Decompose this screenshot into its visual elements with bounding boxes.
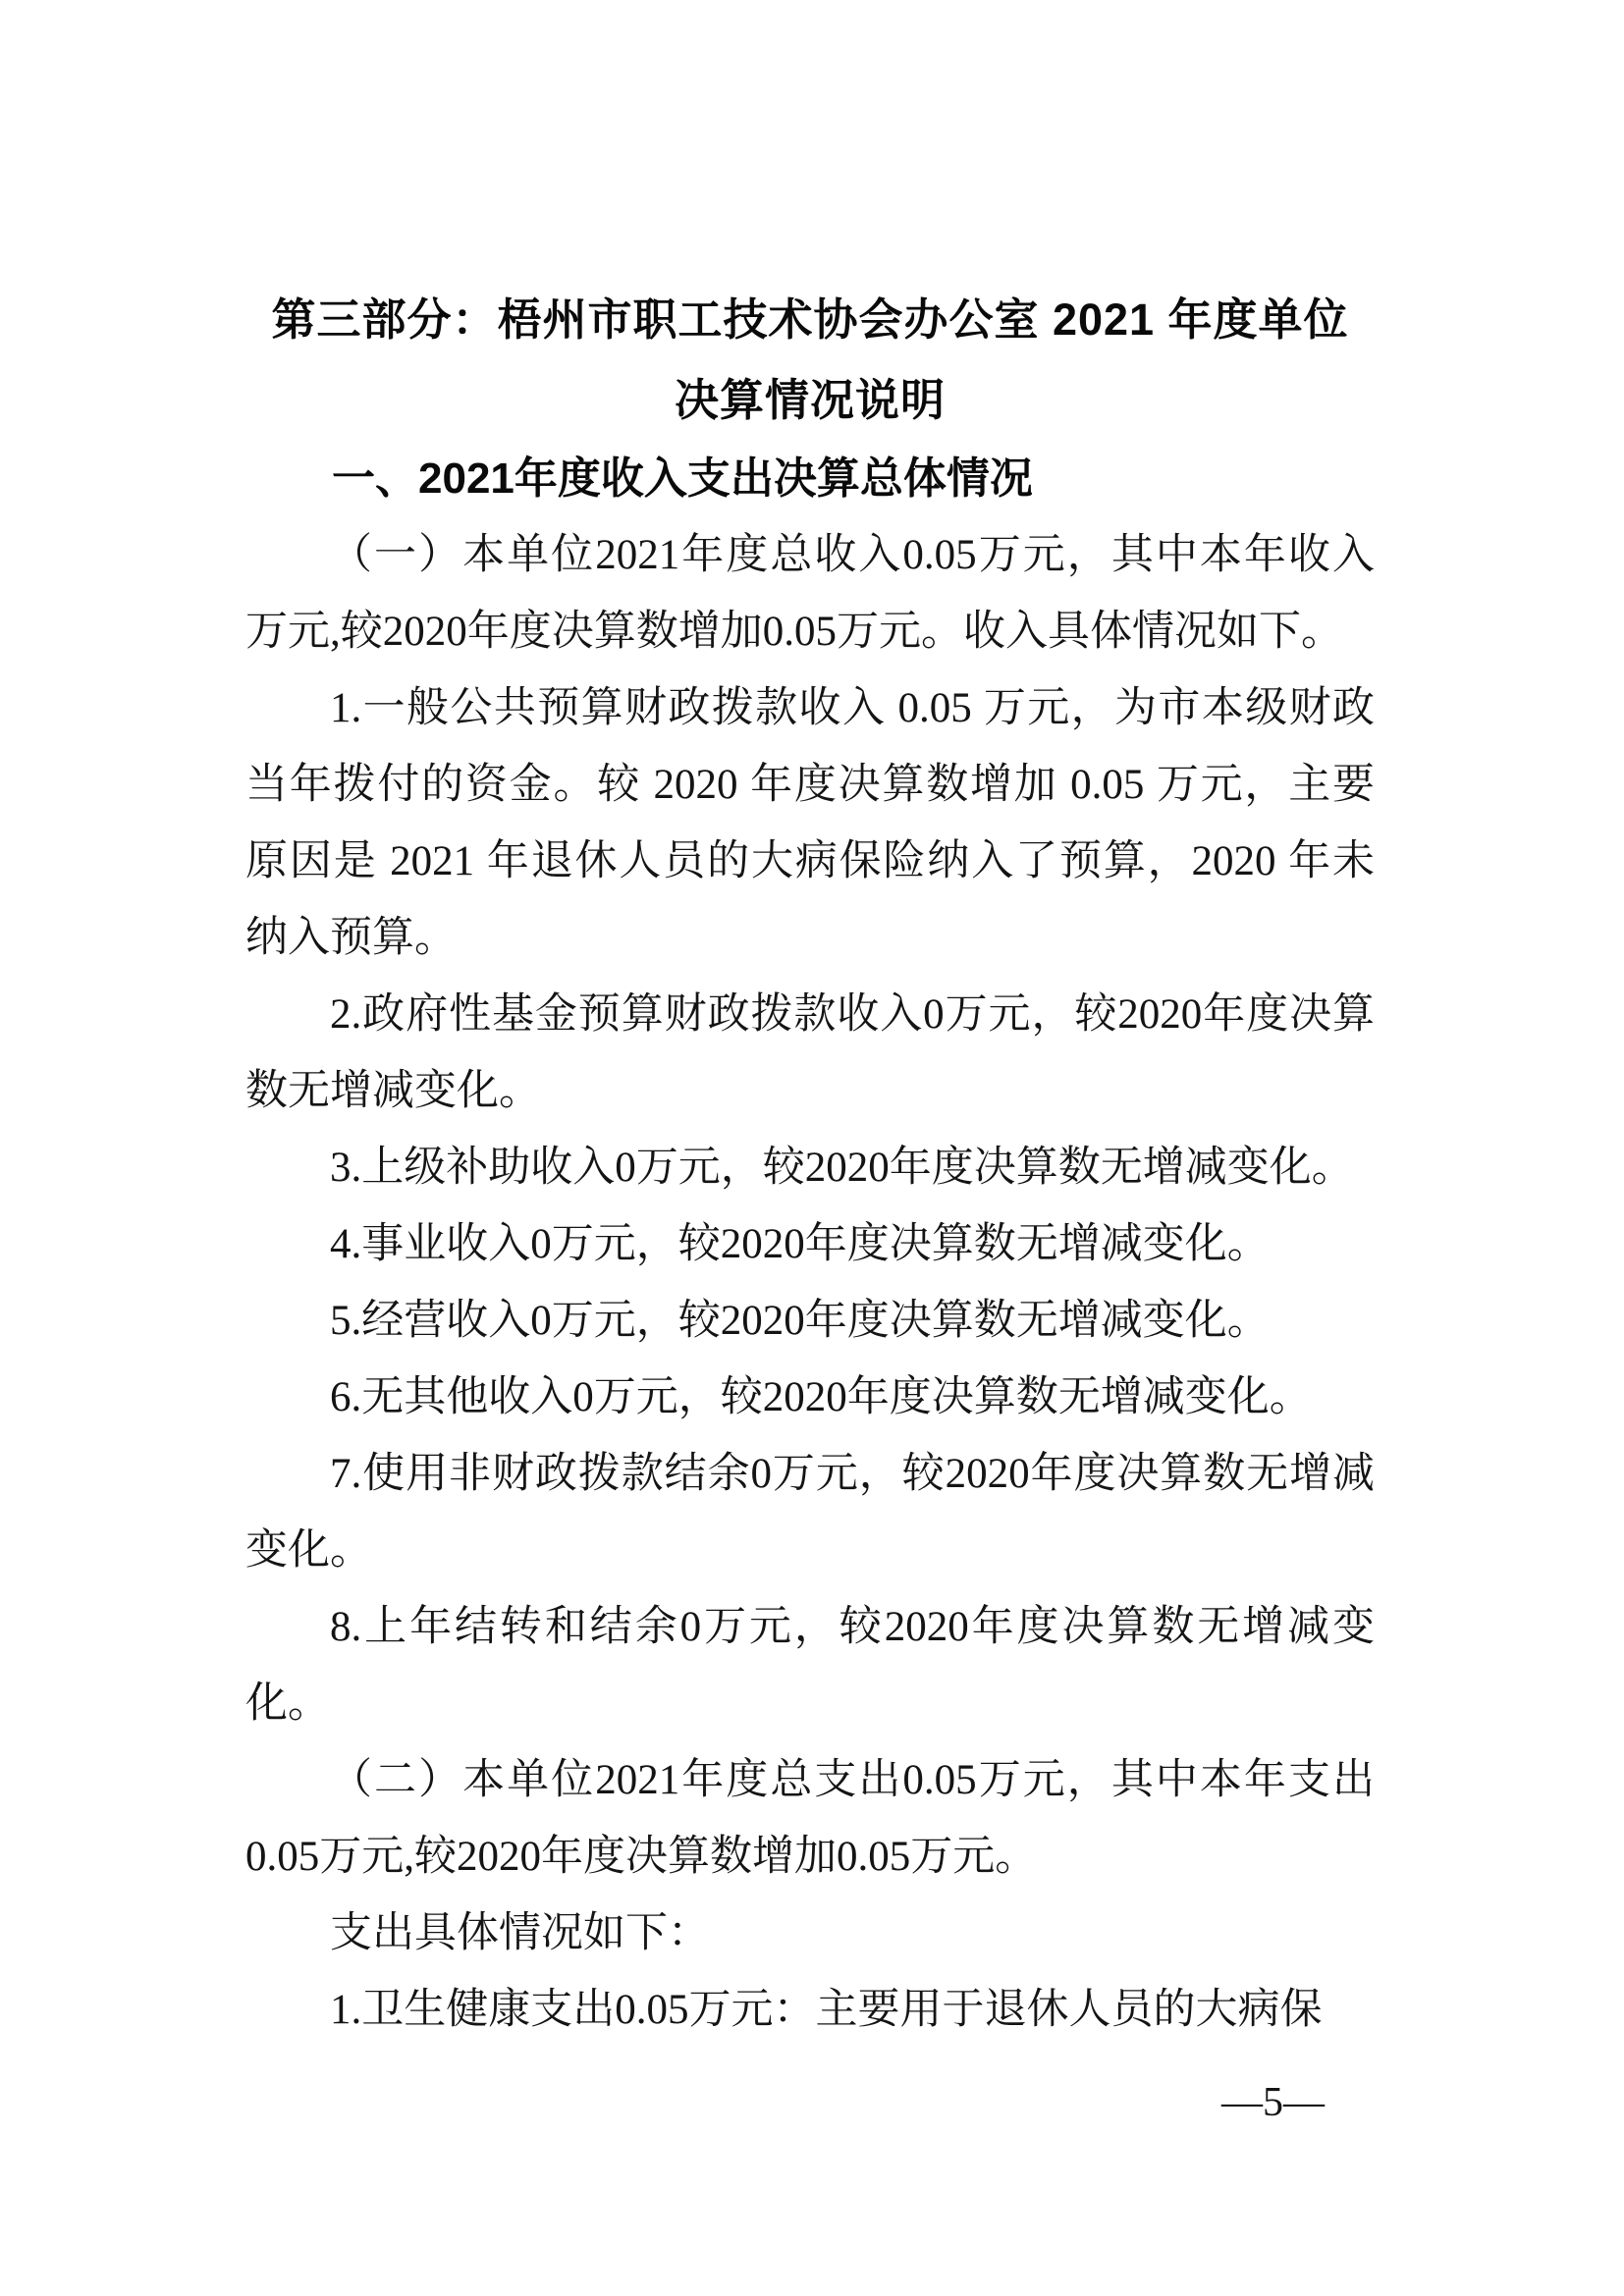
title-line-1: 第三部分：梧州市职工技术协会办公室 2021 年度单位 [271, 294, 1349, 345]
paragraph-income-item-4: 4.事业收入0万元，较2020年度决算数无增减变化。 [330, 1221, 1270, 1267]
paragraph-expenditure-intro: 支出具体情况如下： [330, 1910, 710, 1956]
page-number: —5— [1221, 2080, 1325, 2125]
paragraph-income-item-6: 6.无其他收入0万元，较2020年度决算数无增减变化。 [330, 1374, 1312, 1420]
paragraph-income-item-5: 5.经营收入0万元，较2020年度决算数无增减变化。 [330, 1298, 1270, 1344]
paragraph-total-expenditure: （二）本单位2021年度总支出0.05万元，其中本年支出0.05万元,较2020年度决算数增加0.05万元。 [245, 1757, 1375, 1880]
paragraph-income-item-8: 8.上年结转和结余0万元，较2020年度决算数无增减变化。 [245, 1604, 1375, 1727]
paragraph-income-item-3: 3.上级补助收入0万元，较2020年度决算数无增减变化。 [330, 1145, 1354, 1191]
title-line-2: 决算情况说明 [674, 375, 946, 425]
paragraph-total-income: （一）本单位2021年度总收入0.05万元，其中本年收入万元,较2020年度决算数增加0.05万元。收入具体情况如下。 [245, 532, 1375, 655]
paragraph-income-item-1: 1.一般公共预算财政拨款收入 0.05 万元，为市本级财政当年拨付的资金。较 2020 年度决算数增加 0.05 万元，主要原因是 2021 年退休人员的大病保险纳入了预算，2020 年未纳入预算。 [245, 685, 1375, 961]
paragraph-expenditure-item-1: 1.卫生健康支出0.05万元：主要用于退休人员的大病保 [330, 1987, 1323, 2033]
document-title [245, 280, 1375, 441]
document-content [245, 280, 1375, 2049]
paragraph-income-item-2: 2.政府性基金预算财政拨款收入0万元，较2020年度决算数无增减变化。 [245, 991, 1375, 1114]
section-heading: 一、2021年度收入支出决算总体情况 [332, 454, 1033, 503]
paragraph-income-item-7: 7.使用非财政拨款结余0万元，较2020年度决算数无增减变化。 [245, 1451, 1375, 1574]
